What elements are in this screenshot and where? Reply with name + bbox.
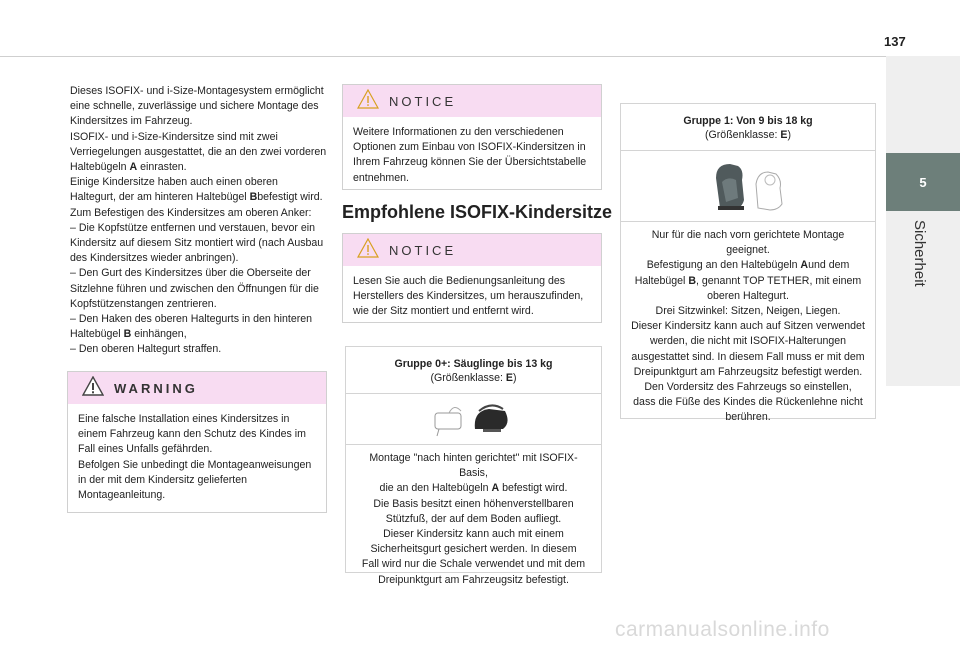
notice-title: NOTICE [389,93,457,109]
text-line: – Die Kopfstütze entfernen und verstauen, bevor ein [70,221,315,234]
section-heading: Empfohlene ISOFIX-Kindersitze [342,202,613,222]
text-line: ISOFIX- und i-Size-Kindersitze sind mit zwei [70,130,278,143]
notice-box-info [342,84,602,190]
watermark: carmanualsonline.info [615,618,830,641]
text-line: Nur für die nach vorn gerichtete Montage geeignet. [651,229,845,257]
chapter-title [910,220,934,330]
text-line: eine schnelle, zuverlässige und sichere Montage des [70,100,319,113]
text-line: Montageanleitung. [78,489,166,502]
text-line: Haltebügeln A einrasten. [70,161,187,174]
warning-title: WARNING [114,380,198,396]
text-line: Haltebügel B, genannt TOP TETHER, mit einem [634,274,862,287]
notice-body [343,117,601,194]
child-seat-card-group1 [620,103,876,424]
text-line: Eine falsche Installation eines Kindersitzes in [78,413,290,425]
forward-child-seat-icon [698,158,798,214]
text-line: Drei Sitzwinkel: Sitzen, Neigen, Liegen. [655,305,841,318]
text-line: – Den oberen Haltegurt straffen. [70,343,222,356]
warning-body [68,404,326,511]
chapter-title-text: Sicherheit [911,220,928,287]
text-line: Fall eines Unfalls gefährden. [78,443,213,456]
text-line: Dieser Kindersitz kann auch auf Sitzen verwendet [631,320,865,333]
notice-header [343,234,601,266]
notice-body [343,266,601,328]
warning-box [67,371,327,513]
text-line: Dieser Kindersitz kann auch mit einem [383,528,564,541]
intro-text [70,84,332,358]
text-line: Verriegelungen ausgestattet, die an den zwei vorderen [70,145,327,158]
warning-triangle-icon [357,238,379,263]
child-seat-card-group0 [345,346,602,586]
text-line: Ihrem Fahrzeug können Sie der Übersichtstabelle [353,156,587,169]
card-header [346,347,601,394]
text-line: werden, die nicht mit ISOFIX-Halterungen [649,335,847,348]
text-line: Befestigung an den Haltebügeln Aund dem [646,259,850,272]
card-description [346,445,601,594]
text-line: ausgestattet sind. In diesem Fall muss er mit dem [631,350,865,363]
notice-box-manual [342,233,602,323]
text-line: Fall wird nur die Schale verwendet und mit dem [361,558,586,571]
text-line: des Kindersitzes wieder anbringen). [70,252,239,265]
card-size-class: (Größenklasse: E) [705,129,791,141]
page-number: 137 [884,34,906,49]
text-line: Den Vordersitz des Fahrzeugs so einstellen, [644,381,852,394]
card-size-class: (Größenklasse: E) [430,372,517,384]
notice-header [343,85,601,117]
text-line: Dieses ISOFIX- und i-Size-Montagesystem ermöglicht [70,85,324,97]
card-image [346,394,601,445]
warning-triangle-icon [82,376,104,401]
text-line: – Den Haken des oberen Haltegurts in den hinteren [70,313,313,326]
text-line: Zum Befestigen des Kindersitzes am oberen Anker: [70,206,312,219]
chapter-number-tab[interactable]: 5 [886,153,960,211]
text-line: Montage "nach hinten gerichtet" mit ISOFIX-Basis, [369,452,578,480]
text-line: Sitzlehne führen und zwischen den Öffnungen für die [70,282,319,295]
text-line: einem Fahrzeug kann den Schutz des Kindes im [78,428,306,441]
text-line: Optionen zum Einbau von ISOFIX-Kindersitzen in [353,141,586,154]
text-line: Dreipunktgurt am Fahrzeugsitz befestigt werden. [633,365,863,378]
text-line: – Den Gurt des Kindersitzes über die Oberseite der [70,267,311,280]
top-divider [0,56,960,57]
card-header [621,104,875,151]
warning-header [68,372,326,404]
text-line: wie der Sitz montiert und entfernt wird. [353,305,534,318]
text-line: Dreipunktgurt am Fahrzeugsitz befestigt. [378,573,569,586]
text-line: oberen Haltegurt. [707,289,789,302]
card-group-title: Gruppe 1: Von 9 bis 18 kg [683,115,813,127]
warning-triangle-icon [357,89,379,114]
text-line: Weitere Informationen zu den verschiedenen [353,126,564,138]
text-line: Die Basis besitzt einen höhenverstellbaren [373,497,574,510]
text-line: Haltegurt, der am hinteren Haltebügel Bbefestigt wird. [70,191,323,204]
text-line: Haltebügel B einhängen, [70,328,187,341]
card-group-title: Gruppe 0+: Säuglinge bis 13 kg [394,358,553,370]
notice-title: NOTICE [389,242,457,258]
text-line: Kindersitzes im Fahrzeug. [70,115,193,128]
card-description [621,222,875,432]
text-line: Lesen Sie auch die Bedienungsanleitung des [353,275,566,287]
text-line: Einige Kindersitze haben auch einen oberen [70,176,278,189]
text-line: entnehmen. [353,171,409,184]
card-image [621,151,875,222]
text-line: berühren. [725,411,771,424]
text-line: Stützfuß, der auf dem Boden aufliegt. [385,512,562,525]
text-line: Befolgen Sie unbedingt die Montageanweisungen [78,458,312,471]
text-line: die an den Haltebügeln A befestigt wird. [379,482,568,495]
text-line: in der mit dem Kindersitz gelieferten [78,473,247,486]
text-line: Kindersitz auf diesem Sitz montiert wird (nach Ausbau [70,237,324,250]
text-line: Herstellers des Kindersitzes, um herauszufinden, [353,290,584,303]
text-line: Sicherheitsgurt gesichert werden. In diesem [370,543,577,556]
infant-carrier-icon [429,399,519,439]
text-line: dass die Füße des Kindes die Rückenlehne nicht [633,396,863,409]
text-line: Kopfstützenstangen zentrieren. [70,297,217,310]
